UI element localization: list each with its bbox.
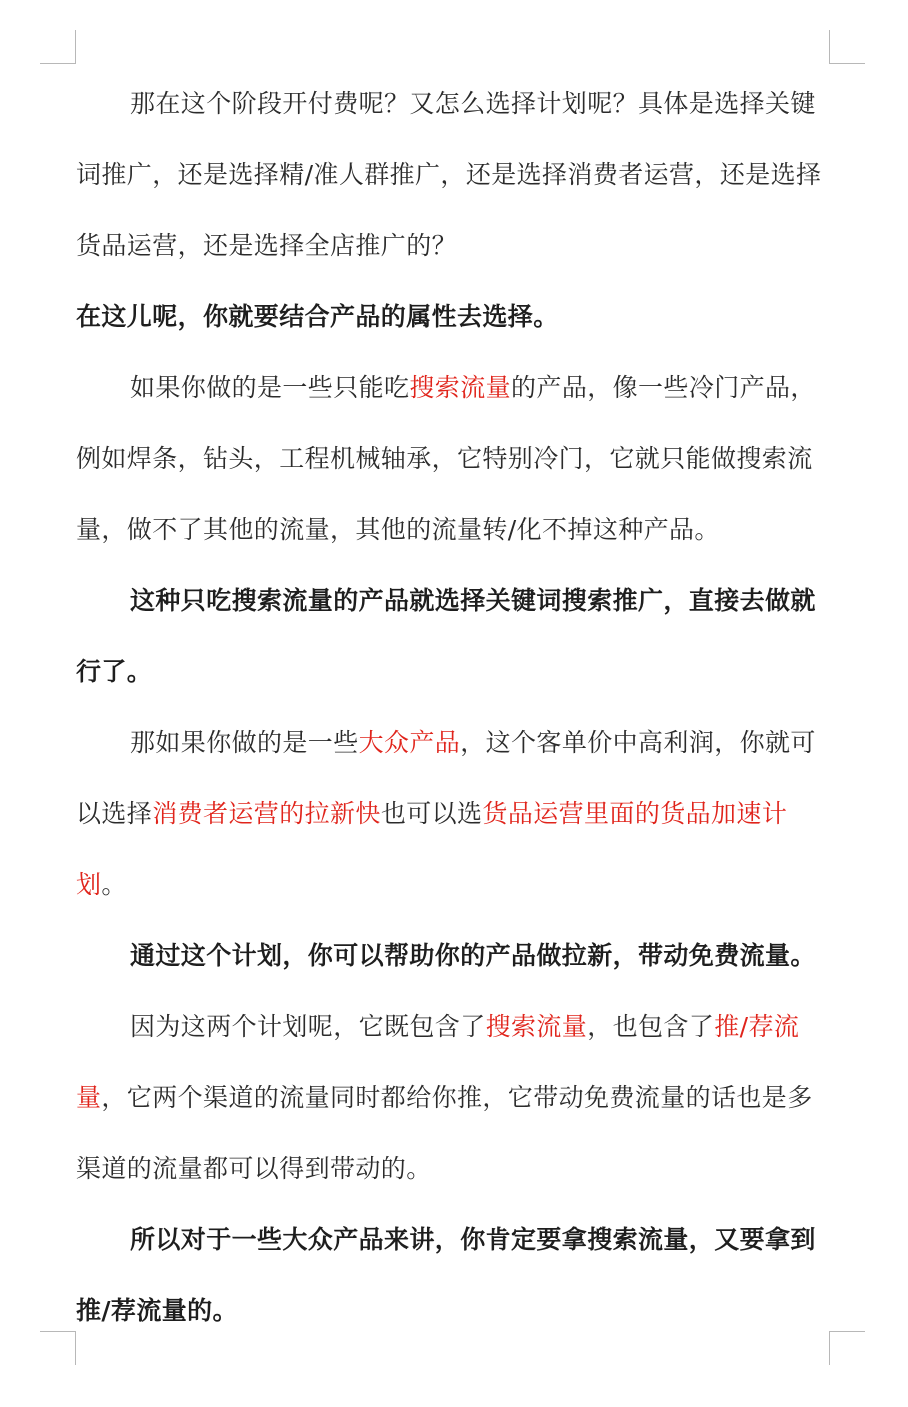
highlighted-text: 搜索流量 bbox=[485, 1012, 588, 1041]
paragraph-p8 bbox=[76, 1204, 836, 1346]
paragraph-p3 bbox=[76, 352, 836, 565]
paragraph-p7 bbox=[76, 991, 836, 1204]
paragraph-text: 那如果你做的是一些 bbox=[130, 728, 359, 757]
corner-mark-top-left-horizontal bbox=[40, 63, 76, 64]
paragraph-text: 因为这两个计划呢，它既包含了 bbox=[130, 1012, 486, 1041]
corner-mark-bottom-left-horizontal bbox=[40, 1331, 76, 1332]
paragraph-text: ，也包含了 bbox=[587, 1012, 715, 1041]
highlighted-text: 大众产品 bbox=[358, 728, 461, 757]
paragraph-p6 bbox=[76, 920, 836, 991]
paragraph-text: 。 bbox=[101, 870, 127, 899]
paragraph-p5 bbox=[76, 707, 836, 920]
paragraph-text: 这种只吃搜索流量的产品就选择关键词搜索推广，直接去做就行了。 bbox=[76, 586, 816, 686]
paragraph-text: 那在这个阶段开付费呢？又怎么选择计划呢？具体是选择关键词推广，还是选择精/准人群推广，还是选择消费者运营，还是选择货品运营，还是选择全店推广的？ bbox=[76, 89, 822, 260]
paragraph-text: 如果你做的是一些只能吃 bbox=[130, 373, 410, 402]
paragraph-p4 bbox=[76, 565, 836, 707]
document-body bbox=[76, 68, 836, 1346]
paragraph-text: 的产品，像一些冷门产品，例如焊条，钻头，工程机械轴承，它特别冷门，它就只能做搜索流量，做不了其他的流量，其他的流量转/化不掉这种产品。 bbox=[76, 373, 816, 544]
highlighted-text: 搜索流量 bbox=[409, 373, 512, 402]
paragraph-text: 通过这个计划，你可以帮助你的产品做拉新，带动免费流量。 bbox=[130, 941, 816, 970]
highlighted-text: 货品运营里面的货品加速计划 bbox=[76, 799, 788, 899]
paragraph-text: ，这个客单价中高利润，你就可以选择 bbox=[76, 728, 816, 828]
paragraph-p1 bbox=[76, 68, 836, 281]
paragraph-text: ，它两个渠道的流量同时都给你推，它带动免费流量的话也是多渠道的流量都可以得到带动的。 bbox=[76, 1083, 813, 1183]
corner-mark-top-right-vertical bbox=[829, 30, 830, 64]
paragraph-text: 也可以选 bbox=[380, 799, 483, 828]
highlighted-text: 消费者运营的拉新快 bbox=[152, 799, 381, 828]
paragraph-text: 在这儿呢，你就要结合产品的属性去选择。 bbox=[76, 302, 559, 331]
corner-mark-top-left-vertical bbox=[75, 30, 76, 64]
corner-mark-top-right-horizontal bbox=[829, 63, 865, 64]
paragraph-text: 所以对于一些大众产品来讲，你肯定要拿搜索流量，又要拿到推/荐流量的。 bbox=[76, 1225, 816, 1325]
highlighted-text: 推/荐流量 bbox=[76, 1012, 800, 1112]
paragraph-p2 bbox=[76, 281, 836, 352]
